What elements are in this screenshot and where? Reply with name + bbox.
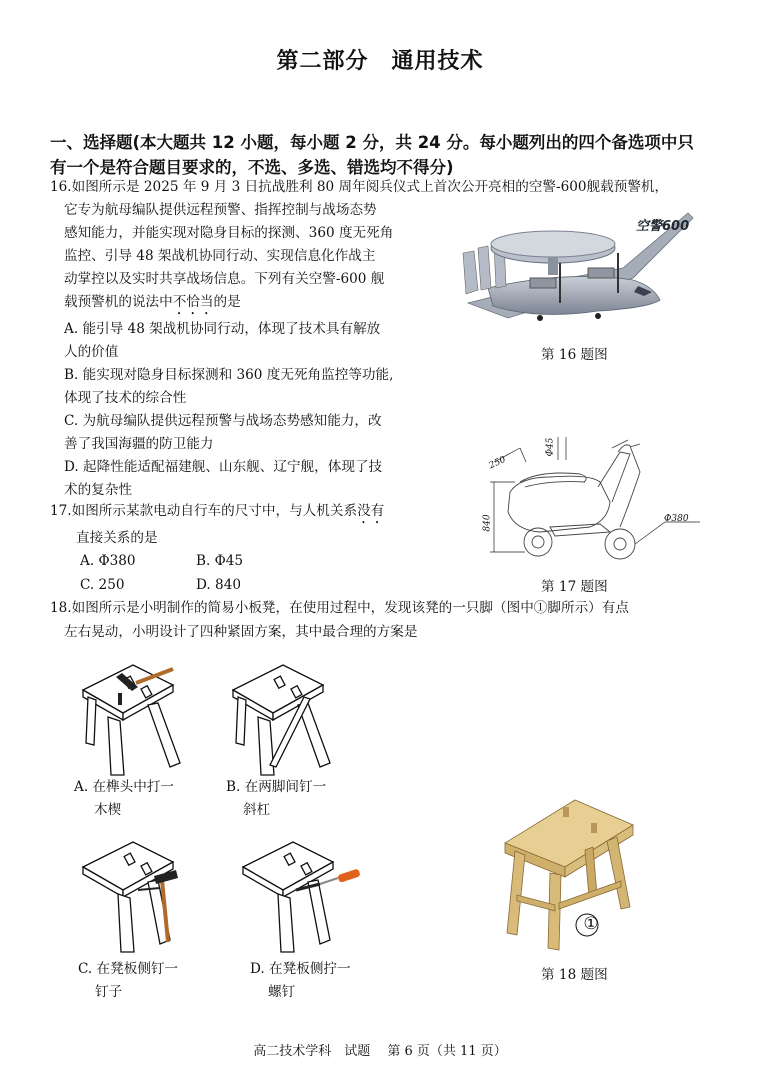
q18-option-c: C. 在凳板侧钉一 bbox=[78, 961, 179, 977]
q18-option-c-cont: 钉子 bbox=[95, 984, 123, 1000]
section-heading bbox=[50, 130, 720, 180]
q16-stem bbox=[64, 199, 393, 502]
q16-option-c-cont: 善了我国海疆的防卫能力 bbox=[64, 436, 214, 452]
q16-option-c: C. 为航母编队提供远程预警与战场态势感知能力，改 bbox=[64, 413, 382, 429]
q16-stem-line6 bbox=[64, 291, 393, 318]
q16-stem-line2: 它专为航母编队提供远程预警、指挥控制与战场态势 bbox=[64, 202, 377, 218]
q16-stem-line4: 监控、引导 48 架战机协同行动、实现信息化作战主 bbox=[64, 248, 376, 264]
dim-380: Φ380 bbox=[664, 514, 689, 524]
dim-250: 250 bbox=[487, 454, 508, 472]
q17-scooter-figure bbox=[480, 432, 710, 572]
q18-option-d-cont: 螺钉 bbox=[268, 984, 296, 1000]
q16-stem-line6-pre: 载预警机的说法中 bbox=[64, 294, 173, 310]
section-heading-line1: 一、选择题(本大题共 12 小题，每小题 2 分，共 24 分。每小题列出的四个备选项中只 bbox=[50, 133, 694, 152]
q17-option-d: D. 840 bbox=[196, 577, 242, 593]
dim-45: Φ45 bbox=[545, 437, 556, 457]
q16-stem-line5: 动掌控以及实时共享战场信息。下列有关空警-600 舰 bbox=[64, 271, 385, 287]
q16-stem-line6-post: 的是 bbox=[213, 294, 241, 310]
q17-option-a: A. Φ380 bbox=[80, 553, 136, 569]
leg-mark: ① bbox=[583, 914, 599, 934]
q16-option-a: A. 能引导 48 架战机协同行动，体现了技术具有解放 bbox=[64, 321, 381, 337]
q18-option-d: D. 在凳板侧拧一 bbox=[250, 961, 351, 977]
q18-stem-line2: 左右晃动，小明设计了四种紧固方案，其中最合理的方案是 bbox=[64, 624, 418, 640]
q18-stem-line1: 18.如图所示是小明制作的简易小板凳，在使用过程中，发现该凳的一只脚（图中①脚所示）有点 bbox=[50, 600, 629, 616]
q16-option-b: B. 能实现对隐身目标探测和 360 度无死角监控等功能, bbox=[64, 367, 394, 383]
q18-option-c-figure bbox=[78, 832, 188, 957]
q16-option-d-cont: 术的复杂性 bbox=[64, 482, 132, 498]
q18-option-b: B. 在两脚间钉一 bbox=[226, 779, 327, 795]
dim-840: 840 bbox=[482, 514, 493, 532]
q17-caption: 第 17 题图 bbox=[541, 579, 608, 595]
q18-option-a-cont: 木楔 bbox=[94, 802, 122, 818]
section-heading-line2: 有一个是符合题目要求的，不选、多选、错选均不得分) bbox=[50, 158, 454, 177]
q18-option-b-figure bbox=[228, 655, 338, 780]
q17-option-b: B. Φ45 bbox=[196, 553, 244, 569]
q17-stem-pre: 17.如图所示某款电动自行车的尺寸中，与人机关系 bbox=[50, 503, 358, 519]
q18-option-a: A. 在榫头中打一 bbox=[74, 779, 175, 795]
q18-option-d-figure bbox=[238, 832, 368, 957]
q17-emphasis: 没有 bbox=[357, 503, 385, 519]
q16-caption: 第 16 题图 bbox=[541, 347, 608, 363]
plane-label: 空警600 bbox=[636, 219, 690, 234]
q16-option-a-cont: 人的价值 bbox=[64, 344, 119, 360]
page-title: 第二部分 通用技术 bbox=[276, 49, 484, 74]
q16-stem-line3: 感知能力，并能实现对隐身目标的探测、360 度无死角 bbox=[64, 225, 394, 241]
page-footer: 高二技术学科 试题 第 6 页（共 11 页） bbox=[253, 1044, 507, 1059]
q17-option-c: C. 250 bbox=[80, 577, 125, 593]
q18-option-b-cont: 斜杠 bbox=[243, 802, 271, 818]
q16-emphasis: 不恰当 bbox=[172, 294, 214, 310]
q18-stool-photo bbox=[495, 795, 640, 955]
q16-option-d: D. 起降性能适配福建舰、山东舰、辽宁舰，体现了技 bbox=[64, 459, 383, 475]
q16-stem-line1: 16.如图所示是 2025 年 9 月 3 日抗战胜利 80 周年阅兵仪式上首次公开亮相的空警-600舰载预警机， bbox=[50, 179, 669, 195]
q16-option-b-cont: 体现了技术的综合性 bbox=[64, 390, 187, 406]
q17-stem-line1 bbox=[50, 500, 384, 527]
q18-option-a-figure bbox=[78, 655, 188, 780]
q18-caption: 第 18 题图 bbox=[541, 967, 608, 983]
q17-stem-line2: 直接关系的是 bbox=[76, 530, 158, 546]
